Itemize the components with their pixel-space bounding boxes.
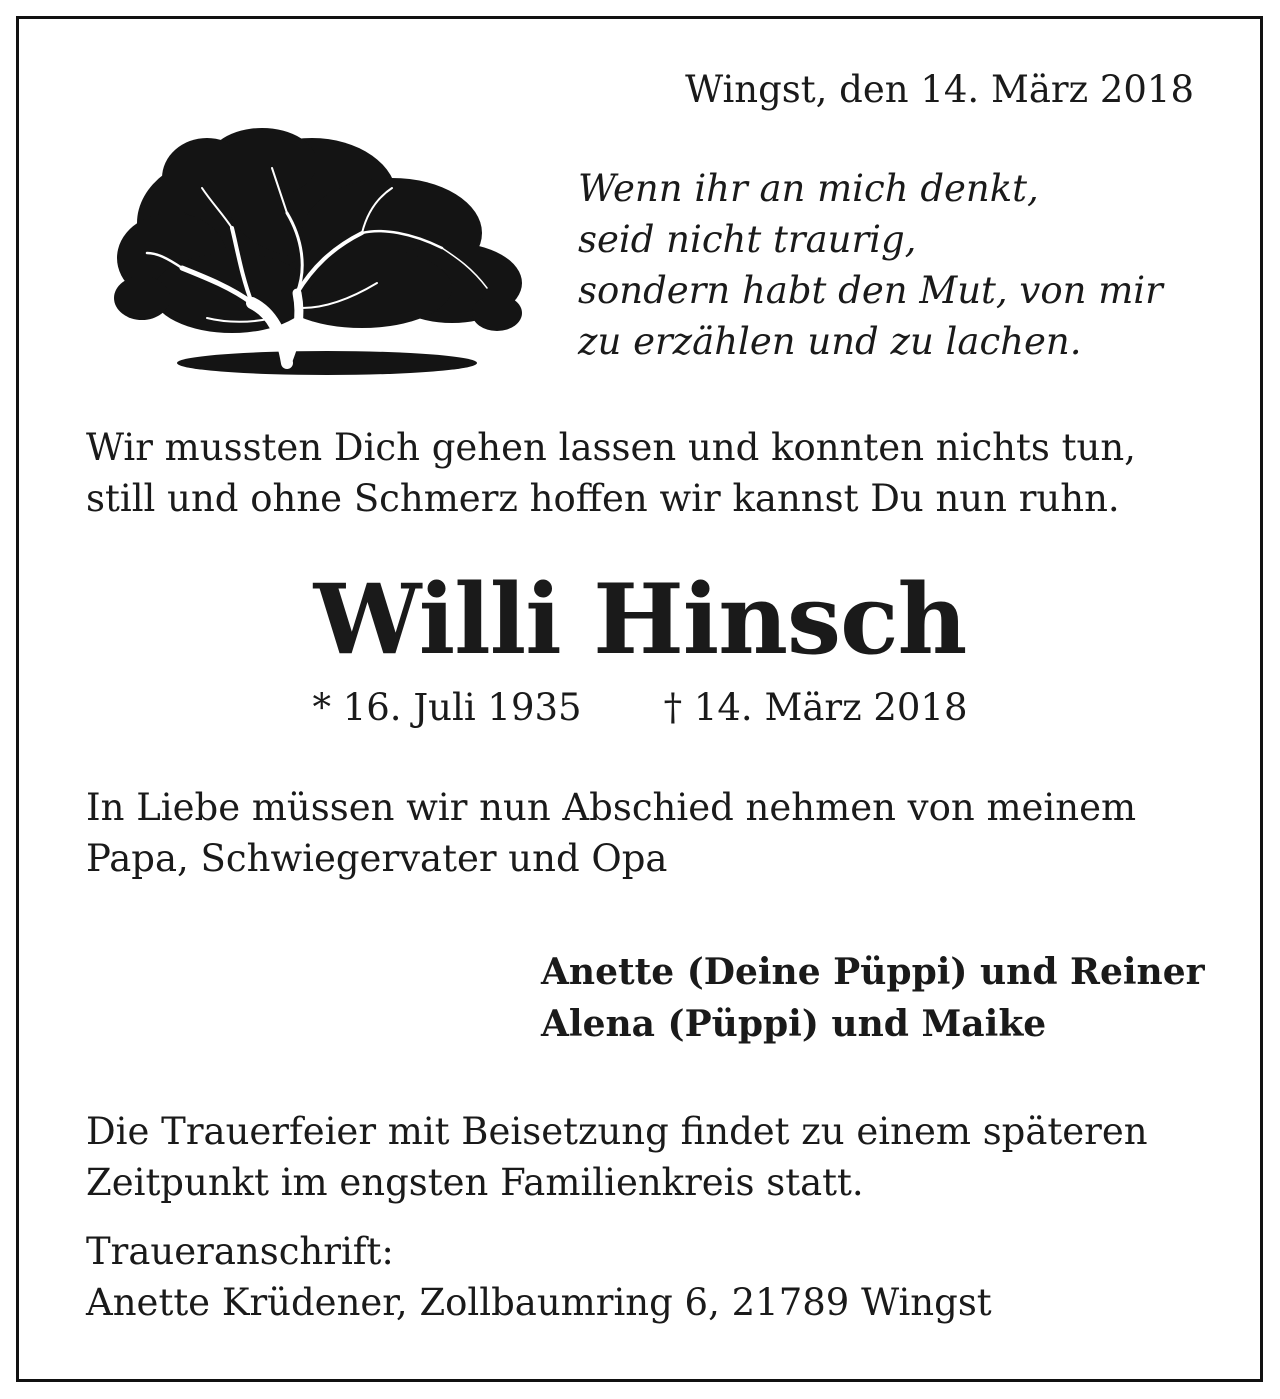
birth-date: * 16. Juli 1935 xyxy=(312,686,582,729)
ceremony-line: Die Trauerfeier mit Beisetzung findet zu einem späteren xyxy=(86,1110,1148,1153)
farewell-line: In Liebe müssen wir nun Abschied nehmen von meinem xyxy=(86,786,1137,829)
mourner-line: Alena (Püppi) und Maike xyxy=(541,1003,1047,1045)
ceremony-line: Zeitpunkt im engsten Familienkreis statt. xyxy=(86,1161,864,1204)
poem-line: seid nicht traurig, xyxy=(578,218,917,261)
life-dates xyxy=(0,684,1280,732)
mourners xyxy=(541,946,1205,1050)
farewell-text xyxy=(86,782,1136,884)
poem-line: sondern habt den Mut, von mir xyxy=(578,269,1163,312)
poem xyxy=(578,163,1163,367)
death-date: † 14. März 2018 xyxy=(663,686,968,729)
farewell-line: Papa, Schwiegervater und Opa xyxy=(86,837,668,880)
poem-line: zu erzählen und zu lachen. xyxy=(578,320,1082,363)
deceased-name: Willi Hinsch xyxy=(313,563,967,676)
tree-icon xyxy=(112,118,524,380)
intro-line: Wir mussten Dich gehen lassen und konnten nichts tun, xyxy=(86,426,1136,469)
intro-line: still und ohne Schmerz hoffen wir kannst Du nun ruhn. xyxy=(86,477,1120,520)
place-date: Wingst, den 14. März 2018 xyxy=(685,68,1194,111)
mourner-line: Anette (Deine Püppi) und Reiner xyxy=(541,951,1205,993)
intro-text xyxy=(86,422,1136,524)
ceremony-text xyxy=(86,1106,1148,1208)
address-label: Traueranschrift: xyxy=(86,1230,394,1273)
poem-line: Wenn ihr an mich denkt, xyxy=(578,167,1039,210)
mourning-address xyxy=(86,1226,992,1328)
address-value: Anette Krüdener, Zollbaumring 6, 21789 Wingst xyxy=(86,1281,992,1324)
